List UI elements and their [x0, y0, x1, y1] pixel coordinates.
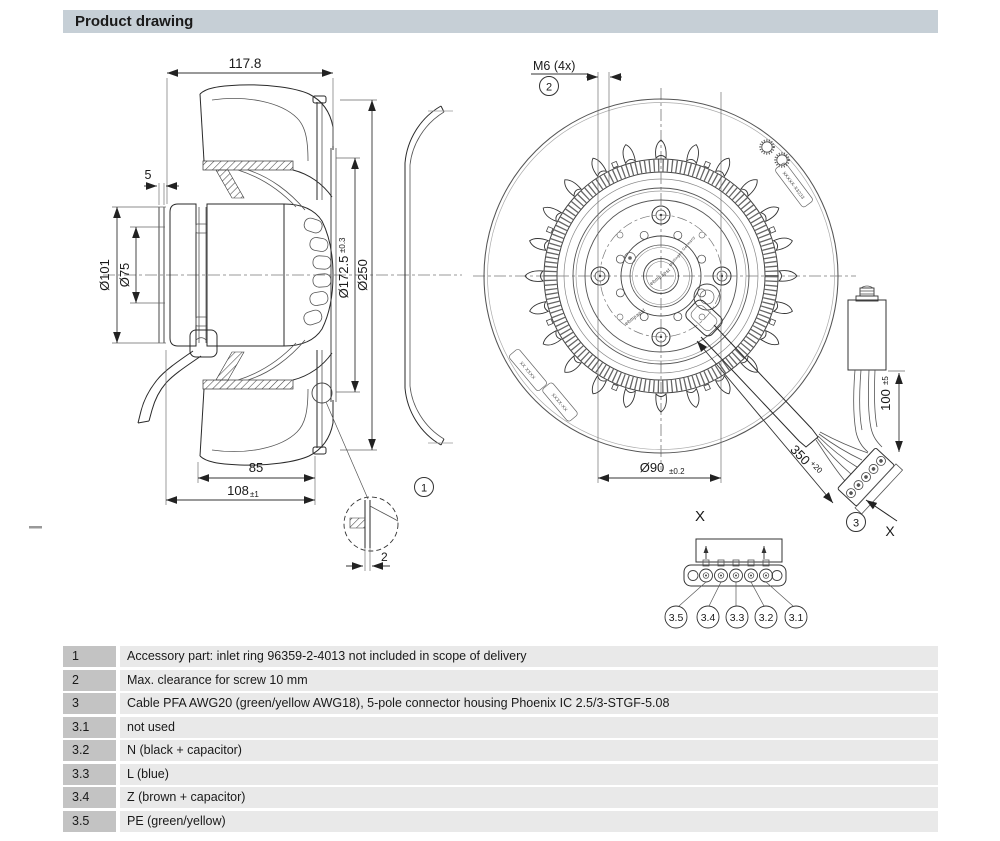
dim-108-label: 108	[227, 483, 249, 498]
callout-3	[847, 513, 866, 532]
callout-1	[415, 478, 434, 497]
legend-row-id: 3.5	[63, 811, 116, 832]
legend-row	[63, 717, 938, 738]
legend-row-text: N (black + capacitor)	[120, 740, 938, 761]
hub-brand-text-2: ebmpapst	[623, 307, 647, 328]
dim-flange-gap-label: 5	[144, 168, 152, 182]
dim-d75	[117, 227, 165, 303]
dim-d90-tol: ±0.2	[669, 467, 685, 476]
legend-row-id: 3.3	[63, 764, 116, 785]
legend-row-id: 3.4	[63, 787, 116, 808]
detail-terminals	[700, 569, 773, 582]
legend-row	[63, 646, 938, 667]
dim-d90	[598, 460, 721, 478]
legend-row	[63, 787, 938, 808]
terminal-labels	[665, 606, 807, 628]
legend-row-id: 2	[63, 670, 116, 691]
callout-2	[540, 77, 559, 96]
margin-mark	[29, 526, 42, 529]
dim-m6-label: M6 (4x)	[533, 59, 576, 73]
impeller-top-section	[200, 85, 333, 210]
legend-row-id: 1	[63, 646, 116, 667]
svg-text:3.1: 3.1	[788, 611, 804, 624]
dim-m6	[531, 59, 721, 483]
svg-text:1: 1	[420, 482, 428, 495]
dim-d172-tol: ±0.3	[338, 237, 347, 253]
cable-exit	[138, 330, 217, 423]
legend-row-text: PE (green/yellow)	[120, 811, 938, 832]
legend-row-id: 3.2	[63, 740, 116, 761]
legend-row	[63, 811, 938, 832]
view-x-arrow-label: X	[885, 523, 895, 539]
legend-row-id: 3	[63, 693, 116, 714]
page-title: Product drawing	[63, 10, 938, 33]
legend-row	[63, 670, 938, 691]
connector-plug	[836, 446, 903, 514]
legend-table	[63, 646, 938, 834]
dim-flange-gap	[144, 168, 179, 205]
dim-350-tol: +20	[808, 459, 825, 476]
product-drawing-canvas	[0, 40, 1000, 640]
svg-text:3.4: 3.4	[700, 611, 716, 624]
svg-text:2: 2	[545, 81, 553, 94]
svg-text:XX XXXX: XX XXXX	[518, 360, 537, 381]
dim-100	[878, 371, 905, 452]
dim-d90-label: Ø90	[639, 460, 665, 475]
svg-text:XXXX-XX: XXXX-XX	[550, 392, 569, 413]
connector-detail-view	[665, 508, 807, 628]
serial-label	[774, 162, 813, 208]
dim-depth	[167, 56, 333, 204]
legend-row-text: Max. clearance for screw 10 mm	[120, 670, 938, 691]
detail-thickness-label: 2	[381, 550, 388, 564]
hub-brand-text: ebmpapst	[648, 267, 672, 288]
dim-d75-label: Ø75	[117, 262, 132, 288]
legend-row-text: L (blue)	[120, 764, 938, 785]
svg-text:3: 3	[852, 517, 860, 530]
view-x-arrow	[866, 500, 897, 539]
dim-108	[166, 350, 315, 505]
dim-100-tol: ±5	[881, 376, 890, 385]
dim-350-label: 350	[787, 441, 814, 468]
legend-row	[63, 740, 938, 761]
detail-title: X	[694, 508, 706, 525]
svg-text:3.2: 3.2	[758, 611, 774, 624]
inlet-ring	[405, 106, 453, 445]
code-label-b	[542, 382, 579, 423]
svg-text:3.5: 3.5	[668, 611, 684, 624]
dim-100-label: 100	[878, 389, 893, 411]
dim-85-label: 85	[248, 460, 264, 475]
legend-row	[63, 764, 938, 785]
dim-d101-label: Ø101	[97, 259, 112, 291]
code-label-a	[508, 348, 548, 392]
legend-row-id: 3.1	[63, 717, 116, 738]
cable-assembly	[683, 284, 902, 514]
dim-d172-label: Ø172.5	[336, 255, 351, 299]
hub-origin-text: Mulfingen Germany	[668, 235, 697, 268]
left-view-side-section	[97, 56, 462, 571]
impeller-bottom-section	[200, 340, 333, 465]
right-view-front	[473, 59, 905, 539]
legend-row-text: not used	[120, 717, 938, 738]
svg-text:3.3: 3.3	[729, 611, 745, 624]
svg-text:XXXXX-X3233: XXXXX-X3233	[781, 170, 806, 201]
dim-d250-label: Ø250	[355, 259, 370, 291]
dim-depth-label: 117.8	[228, 56, 262, 71]
legend-row-text: Cable PFA AWG20 (green/yellow AWG18), 5-pole connector housing Phoenix IC 2.5/3-STGF-5.08	[120, 693, 938, 714]
dim-350	[697, 341, 833, 503]
legend-row	[63, 693, 938, 714]
legend-row-text: Accessory part: inlet ring 96359-2-4013 not included in scope of delivery	[120, 646, 938, 667]
dim-108-tol: ±1	[250, 490, 259, 499]
capacitor	[848, 286, 886, 452]
detail-plate-thickness	[312, 383, 398, 571]
legend-row-text: Z (brown + capacitor)	[120, 787, 938, 808]
